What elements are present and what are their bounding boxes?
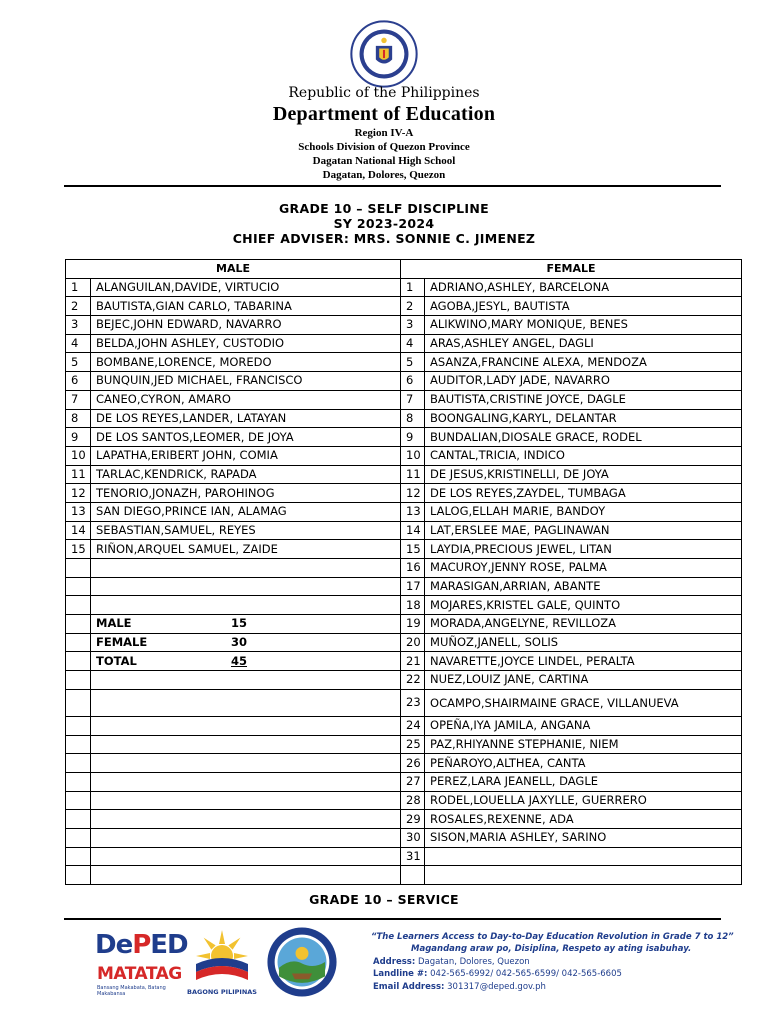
summary-value: 45 xyxy=(231,653,248,668)
female-number-cell: 29 xyxy=(401,810,425,829)
female-name-cell: MORADA,ANGELYNE, REVILLOZA xyxy=(425,615,742,634)
female-name-cell: ARAS,ASHLEY ANGEL, DAGLI xyxy=(425,334,742,353)
male-name-cell xyxy=(91,847,401,866)
chief-adviser: CHIEF ADVISER: MRS. SONNIE C. JIMENEZ xyxy=(232,231,536,246)
female-number-cell: 30 xyxy=(401,828,425,847)
male-name-cell: TENORIO,JONAZH, PAROHINOG xyxy=(91,484,401,503)
male-number-cell: 4 xyxy=(66,334,91,353)
female-name-cell xyxy=(425,866,742,885)
section-title: GRADE 10 – SELF DISCIPLINE xyxy=(278,201,489,216)
footer-motto-line1: “The Learners Access to Day-to-Day Education Revolution in Grade 7 to 12” xyxy=(371,932,734,942)
footer-email: Email Address: 301317@deped.gov.ph xyxy=(373,982,546,992)
footer-divider xyxy=(64,918,721,920)
female-name-cell: MUÑOZ,JANELL, SOLIS xyxy=(425,633,742,652)
deped-seal-logo xyxy=(350,20,418,88)
female-number-cell: 31 xyxy=(401,847,425,866)
male-number-cell: 6 xyxy=(66,372,91,391)
female-number-cell: 12 xyxy=(401,484,425,503)
female-number-cell: 20 xyxy=(401,633,425,652)
table-row xyxy=(66,652,742,671)
female-name-cell: SISON,MARIA ASHLEY, SARINO xyxy=(425,828,742,847)
table-row xyxy=(66,772,742,791)
male-number-cell: 2 xyxy=(66,297,91,316)
male-name-cell: TARLAC,KENDRICK, RAPADA xyxy=(91,465,401,484)
table-row xyxy=(66,615,742,634)
summary-label: FEMALE xyxy=(96,635,148,650)
female-number-cell: 1 xyxy=(401,278,425,297)
table-row xyxy=(66,866,742,885)
female-name-cell: ADRIANO,ASHLEY, BARCELONA xyxy=(425,278,742,297)
male-name-cell xyxy=(91,866,401,885)
table-row xyxy=(66,791,742,810)
male-name-cell: SEBASTIAN,SAMUEL, REYES xyxy=(91,521,401,540)
table-row xyxy=(66,847,742,866)
male-number-cell xyxy=(66,652,91,671)
female-name-cell: PEÑAROYO,ALTHEA, CANTA xyxy=(425,754,742,773)
school-address: Dagatan, Dolores, Quezon xyxy=(322,169,446,181)
female-name-cell: CANTAL,TRICIA, INDICO xyxy=(425,446,742,465)
summary-value: 15 xyxy=(231,616,248,631)
male-name-cell: DE LOS SANTOS,LEOMER, DE JOYA xyxy=(91,428,401,447)
female-name-cell: LAT,ERSLEE MAE, PAGLINAWAN xyxy=(425,521,742,540)
male-name-cell xyxy=(91,791,401,810)
female-number-cell: 5 xyxy=(401,353,425,372)
summary-value: 30 xyxy=(231,635,248,650)
female-number-cell: 26 xyxy=(401,754,425,773)
next-section-title: GRADE 10 – SERVICE xyxy=(309,892,459,907)
female-name-cell: DE JESUS,KRISTINELLI, DE JOYA xyxy=(425,465,742,484)
bagong-pilipinas-text: BAGONG PILIPINAS xyxy=(187,988,257,996)
table-row xyxy=(66,428,742,447)
male-number-cell: 11 xyxy=(66,465,91,484)
bagong-pilipinas-logo xyxy=(182,926,262,998)
table-row xyxy=(66,334,742,353)
female-name-cell: PEREZ,LARA JEANELL, DAGLE xyxy=(425,772,742,791)
table-row xyxy=(66,577,742,596)
table-row xyxy=(66,521,742,540)
female-name-cell: NAVARETTE,JOYCE LINDEL, PERALTA xyxy=(425,652,742,671)
table-row xyxy=(66,559,742,578)
summary-cell xyxy=(91,633,401,652)
female-name-cell: PAZ,RHIYANNE STEPHANIE, NIEM xyxy=(425,735,742,754)
male-name-cell: DE LOS REYES,LANDER, LATAYAN xyxy=(91,409,401,428)
table-row xyxy=(66,297,742,316)
male-number-cell xyxy=(66,754,91,773)
table-row xyxy=(66,446,742,465)
female-name-cell: OCAMPO,SHAIRMAINE GRACE, VILLANUEVA xyxy=(425,689,742,716)
table-row xyxy=(66,754,742,773)
male-number-cell: 14 xyxy=(66,521,91,540)
male-name-cell xyxy=(91,828,401,847)
female-name-cell: MACUROY,JENNY ROSE, PALMA xyxy=(425,559,742,578)
table-row xyxy=(66,372,742,391)
table-row xyxy=(66,596,742,615)
male-name-cell: RIÑON,ARQUEL SAMUEL, ZAIDE xyxy=(91,540,401,559)
female-number-cell: 28 xyxy=(401,791,425,810)
female-name-cell: MARASIGAN,ARRIAN, ABANTE xyxy=(425,577,742,596)
matatag-tagline: Bansang Makabata, Batang Makabansa xyxy=(97,985,166,997)
female-number-cell: 8 xyxy=(401,409,425,428)
deped-wordmark: DePED xyxy=(95,930,188,960)
female-number-cell: 2 xyxy=(401,297,425,316)
male-number-cell xyxy=(66,615,91,634)
male-number-cell xyxy=(66,596,91,615)
male-name-cell: LAPATHA,ERIBERT JOHN, COMIA xyxy=(91,446,401,465)
female-number-cell xyxy=(401,866,425,885)
female-number-cell: 17 xyxy=(401,577,425,596)
male-name-cell xyxy=(91,596,401,615)
female-number-cell: 18 xyxy=(401,596,425,615)
division-line: Schools Division of Quezon Province xyxy=(298,141,470,153)
female-name-cell: NUEZ,LOUIZ JANE, CARTINA xyxy=(425,671,742,690)
female-name-cell: LAYDIA,PRECIOUS JEWEL, LITAN xyxy=(425,540,742,559)
summary-cell xyxy=(91,652,401,671)
male-number-cell xyxy=(66,828,91,847)
male-name-cell: BELDA,JOHN ASHLEY, CUSTODIO xyxy=(91,334,401,353)
female-number-cell: 3 xyxy=(401,316,425,335)
female-name-cell: BAUTISTA,CRISTINE JOYCE, DAGLE xyxy=(425,390,742,409)
table-row xyxy=(66,465,742,484)
male-name-cell xyxy=(91,559,401,578)
female-name-cell: ALIKWINO,MARY MONIQUE, BENES xyxy=(425,316,742,335)
male-number-cell: 13 xyxy=(66,502,91,521)
female-number-cell: 11 xyxy=(401,465,425,484)
female-number-cell: 4 xyxy=(401,334,425,353)
footer-landline: Landline #: 042-565-6992/ 042-565-6599/ 042-565-6605 xyxy=(373,969,622,979)
female-name-cell: AUDITOR,LADY JADE, NAVARRO xyxy=(425,372,742,391)
female-number-cell: 7 xyxy=(401,390,425,409)
table-header-row xyxy=(66,260,742,279)
female-name-cell: AGOBA,JESYL, BAUTISTA xyxy=(425,297,742,316)
male-header: MALE xyxy=(66,260,401,279)
male-name-cell xyxy=(91,772,401,791)
footer-motto-line2: Magandang araw po, Disiplina, Respeto ay ating isabuhay. xyxy=(411,944,692,954)
table-row xyxy=(66,689,742,716)
table-row xyxy=(66,353,742,372)
male-name-cell: BOMBANE,LORENCE, MOREDO xyxy=(91,353,401,372)
male-name-cell xyxy=(91,689,401,716)
table-row xyxy=(66,316,742,335)
female-name-cell: LALOG,ELLAH MARIE, BANDOY xyxy=(425,502,742,521)
male-number-cell: 3 xyxy=(66,316,91,335)
school-name: Dagatan National High School xyxy=(312,155,456,167)
male-number-cell xyxy=(66,633,91,652)
male-number-cell: 12 xyxy=(66,484,91,503)
male-name-cell: ALANGUILAN,DAVIDE, VIRTUCIO xyxy=(91,278,401,297)
female-number-cell: 24 xyxy=(401,716,425,735)
table-row xyxy=(66,671,742,690)
male-number-cell xyxy=(66,810,91,829)
female-name-cell: DE LOS REYES,ZAYDEL, TUMBAGA xyxy=(425,484,742,503)
table-row xyxy=(66,735,742,754)
male-name-cell xyxy=(91,716,401,735)
male-name-cell: BAUTISTA,GIAN CARLO, TABARINA xyxy=(91,297,401,316)
male-name-cell xyxy=(91,735,401,754)
table-row xyxy=(66,278,742,297)
female-number-cell: 14 xyxy=(401,521,425,540)
female-number-cell: 15 xyxy=(401,540,425,559)
table-row xyxy=(66,810,742,829)
female-number-cell: 13 xyxy=(401,502,425,521)
male-number-cell xyxy=(66,577,91,596)
male-number-cell xyxy=(66,772,91,791)
female-number-cell: 27 xyxy=(401,772,425,791)
table-row xyxy=(66,716,742,735)
female-number-cell: 23 xyxy=(401,689,425,716)
summary-label: MALE xyxy=(96,616,132,631)
male-number-cell xyxy=(66,735,91,754)
male-number-cell xyxy=(66,559,91,578)
female-name-cell: BUNDALIAN,DIOSALE GRACE, RODEL xyxy=(425,428,742,447)
female-name-cell: BOONGALING,KARYL, DELANTAR xyxy=(425,409,742,428)
table-row xyxy=(66,633,742,652)
table-row xyxy=(66,828,742,847)
female-header: FEMALE xyxy=(401,260,742,279)
male-name-cell xyxy=(91,577,401,596)
footer-address: Address: Dagatan, Dolores, Quezon xyxy=(373,957,530,967)
male-number-cell xyxy=(66,671,91,690)
male-number-cell xyxy=(66,866,91,885)
summary-label: TOTAL xyxy=(96,653,137,668)
matatag-wordmark: MATATAG xyxy=(97,964,182,984)
female-number-cell: 25 xyxy=(401,735,425,754)
male-number-cell: 1 xyxy=(66,278,91,297)
female-name-cell: OPEÑA,IYA JAMILA, ANGANA xyxy=(425,716,742,735)
male-number-cell xyxy=(66,791,91,810)
male-number-cell: 7 xyxy=(66,390,91,409)
male-number-cell: 5 xyxy=(66,353,91,372)
male-number-cell xyxy=(66,689,91,716)
male-name-cell: BEJEC,JOHN EDWARD, NAVARRO xyxy=(91,316,401,335)
school-seal-logo xyxy=(266,926,338,998)
table-row xyxy=(66,540,742,559)
male-name-cell: CANEO,CYRON, AMARO xyxy=(91,390,401,409)
table-row xyxy=(66,502,742,521)
male-name-cell xyxy=(91,671,401,690)
female-number-cell: 22 xyxy=(401,671,425,690)
school-year: SY 2023-2024 xyxy=(333,216,435,231)
class-roster-table xyxy=(65,259,742,885)
department-name: Department of Education xyxy=(272,103,496,125)
male-number-cell: 8 xyxy=(66,409,91,428)
female-name-cell: ASANZA,FRANCINE ALEXA, MENDOZA xyxy=(425,353,742,372)
table-row xyxy=(66,409,742,428)
female-name-cell xyxy=(425,847,742,866)
summary-cell xyxy=(91,615,401,634)
female-name-cell: RODEL,LOUELLA JAXYLLE, GUERRERO xyxy=(425,791,742,810)
female-number-cell: 16 xyxy=(401,559,425,578)
male-number-cell xyxy=(66,847,91,866)
male-number-cell: 9 xyxy=(66,428,91,447)
female-number-cell: 21 xyxy=(401,652,425,671)
male-name-cell xyxy=(91,754,401,773)
male-number-cell: 10 xyxy=(66,446,91,465)
male-name-cell xyxy=(91,810,401,829)
male-number-cell: 15 xyxy=(66,540,91,559)
female-name-cell: ROSALES,REXENNE, ADA xyxy=(425,810,742,829)
female-number-cell: 10 xyxy=(401,446,425,465)
female-number-cell: 6 xyxy=(401,372,425,391)
roster-body xyxy=(66,278,742,884)
female-number-cell: 9 xyxy=(401,428,425,447)
bagong-pilipinas-emblem-icon xyxy=(182,926,262,988)
table-row xyxy=(66,484,742,503)
header-divider xyxy=(64,185,721,187)
female-number-cell: 19 xyxy=(401,615,425,634)
male-name-cell: SAN DIEGO,PRINCE IAN, ALAMAG xyxy=(91,502,401,521)
male-number-cell xyxy=(66,716,91,735)
republic-line: Republic of the Philippines xyxy=(288,85,480,101)
region-line: Region IV-A xyxy=(354,127,414,139)
deped-matatag-logo xyxy=(95,930,188,1000)
female-name-cell: MOJARES,KRISTEL GALE, QUINTO xyxy=(425,596,742,615)
table-row xyxy=(66,390,742,409)
male-name-cell: BUNQUIN,JED MICHAEL, FRANCISCO xyxy=(91,372,401,391)
